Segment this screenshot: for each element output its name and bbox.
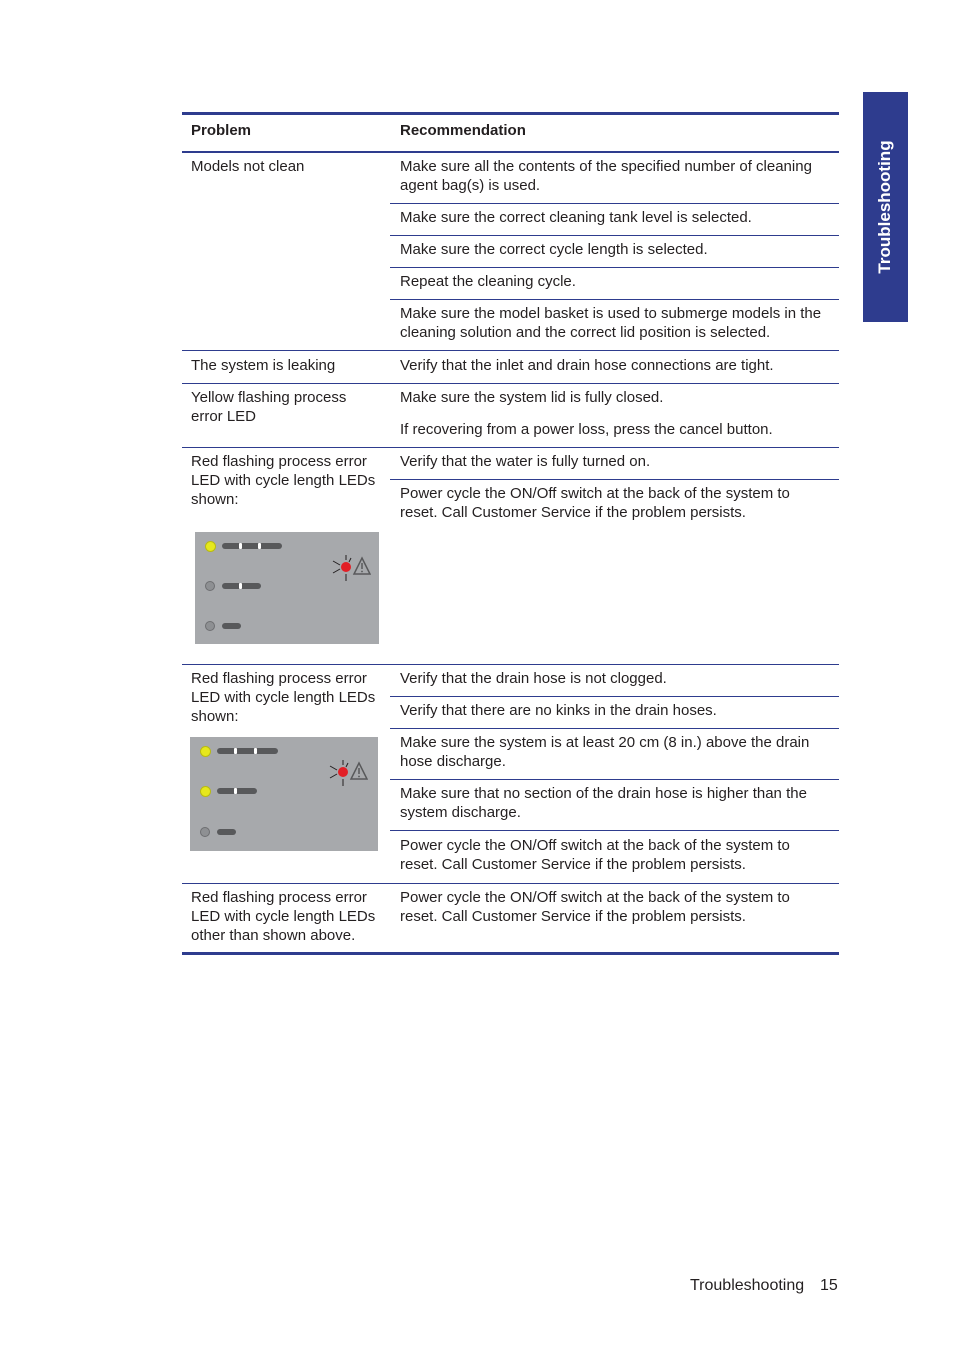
row-divider (390, 696, 839, 697)
recommendation-cell: Make sure the correct cycle length is selected. (400, 241, 708, 258)
problem-cell: The system is leaking (191, 357, 336, 374)
cycle-led-medium (200, 786, 211, 797)
cycle-led-long (200, 746, 211, 757)
problem-cell: Models not clean (191, 158, 305, 175)
error-led-flashing-icon (328, 759, 368, 789)
row-divider (390, 830, 839, 831)
recommendation-cell: Verify that the water is fully turned on. (400, 453, 651, 470)
row-divider (390, 267, 839, 268)
cycle-bar-long (217, 748, 278, 754)
recommendation-cell: Make sure that no section of the drain hose is higher than the system discharge. (400, 785, 807, 821)
group-divider (182, 350, 839, 351)
led-panel-illustration (195, 532, 379, 644)
problem-cell: Red flashing process error LED with cycle length LEDs shown: (191, 670, 376, 725)
table-top-rule (182, 112, 839, 115)
recommendation-cell: Power cycle the ON/Off switch at the back of the system to reset. Call Customer Service if the problem persists. (400, 485, 790, 521)
recommendation-cell: Make sure the correct cleaning tank level is selected. (400, 209, 752, 226)
cycle-led-short (200, 827, 210, 837)
cycle-bar-medium (222, 583, 261, 589)
recommendation-cell: Verify that there are no kinks in the drain hoses. (400, 702, 717, 719)
recommendation-cell: Make sure the system is at least 20 cm (8 in.) above the drain hose discharge. (400, 734, 810, 770)
header-recommendation: Recommendation (400, 122, 526, 139)
group-divider (182, 883, 839, 884)
recommendation-cell: Make sure the model basket is used to submerge models in the cleaning solution and the correct lid position is selected. (400, 305, 822, 341)
cycle-led-long (205, 541, 216, 552)
cycle-bar-short (222, 623, 241, 629)
row-divider (390, 235, 839, 236)
error-led-flashing-icon (331, 554, 371, 584)
recommendation-cell: Verify that the drain hose is not clogged. (400, 670, 667, 687)
cycle-bar-medium (217, 788, 257, 794)
problem-cell: Yellow flashing process error LED (191, 389, 347, 425)
section-tab (863, 92, 908, 322)
row-divider (390, 779, 839, 780)
problem-cell: Red flashing process error LED with cycle length LEDs shown: (191, 453, 376, 508)
row-divider (390, 203, 839, 204)
footer-section-title: Troubleshooting (690, 1277, 805, 1294)
row-divider (390, 479, 839, 480)
problem-cell: Red flashing process error LED with cycle length LEDs other than shown above. (191, 889, 376, 944)
group-divider (182, 383, 839, 384)
recommendation-cell: Make sure all the contents of the specified number of cleaning agent bag(s) is used. (400, 158, 812, 194)
row-divider (390, 728, 839, 729)
recommendation-cell: Power cycle the ON/Off switch at the back of the system to reset. Call Customer Service if the problem persists. (400, 889, 790, 925)
led-panel-illustration (190, 737, 378, 851)
row-divider (390, 299, 839, 300)
recommendation-cell: Make sure the system lid is fully closed. (400, 389, 664, 406)
page-number: 15 (820, 1277, 838, 1294)
cycle-bar-long (222, 543, 282, 549)
header-problem: Problem (191, 122, 252, 139)
cycle-led-short (205, 621, 215, 631)
table-header-rule (182, 151, 839, 153)
table-bottom-rule (182, 952, 839, 955)
recommendation-cell: Repeat the cleaning cycle. (400, 273, 576, 290)
cycle-led-medium (205, 581, 215, 591)
recommendation-cell: If recovering from a power loss, press the cancel button. (400, 421, 773, 438)
recommendation-cell: Power cycle the ON/Off switch at the back of the system to reset. Call Customer Service if the problem persists. (400, 837, 790, 873)
group-divider (182, 664, 839, 665)
cycle-bar-short (217, 829, 236, 835)
section-tab-label: Troubleshooting (875, 140, 894, 274)
recommendation-cell: Verify that the inlet and drain hose connections are tight. (400, 357, 774, 374)
group-divider (182, 447, 839, 448)
